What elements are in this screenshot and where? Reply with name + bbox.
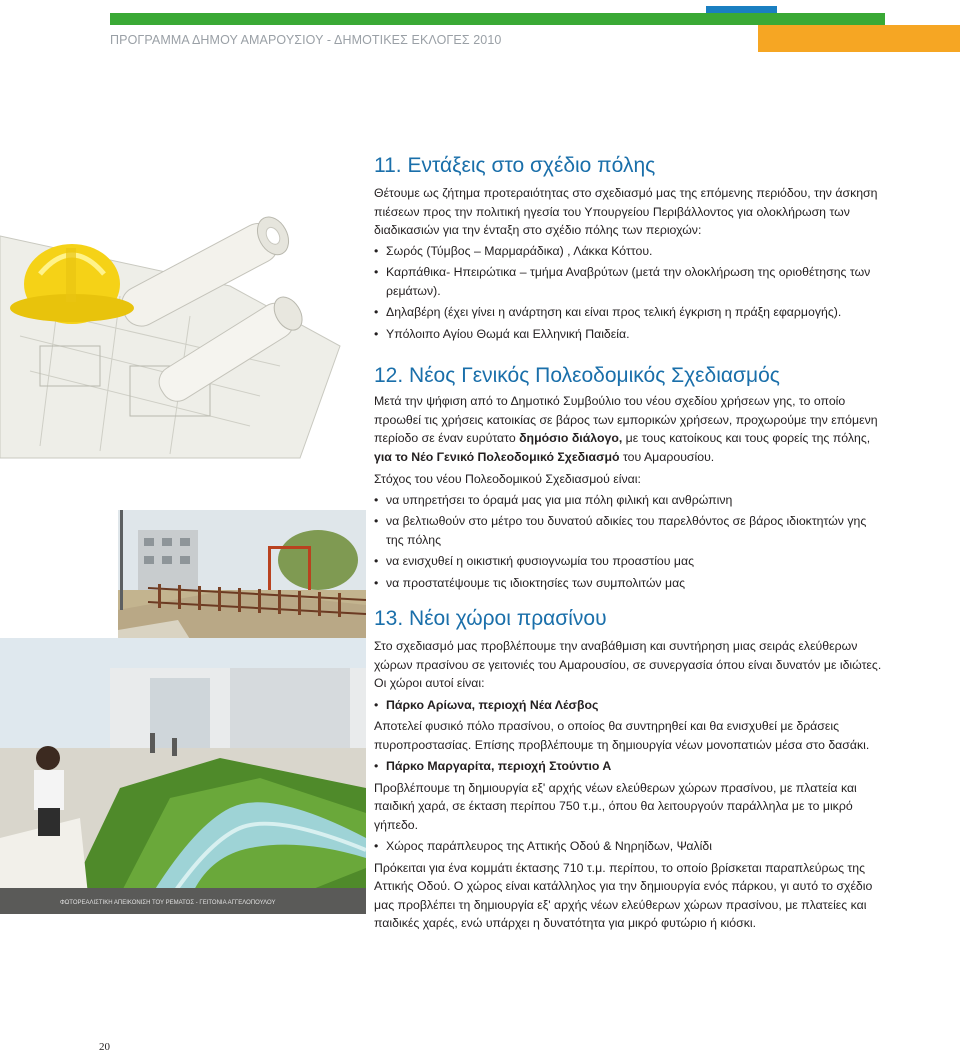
render-caption: ΦΩΤΟΡΕΑΛΙΣΤΙΚΗ ΑΠΕΙΚΟΝΙΣΗ ΤΟΥ ΡΕΜΑΤΟΣ - ΓΕΙΤΟΝΙΑ ΑΓΓΕΛΟΠΟΥΛΟΥ [60,900,276,906]
section-13-title: 13. Νέοι χώροι πρασίνου [374,607,607,630]
list-item: • Δηλαβέρη (έχει γίνει η ανάρτηση και είναι προς τελική έγκριση η πράξη εφαρμογής). [374,303,884,322]
section-11-list [374,242,884,344]
section-11-body [374,184,884,346]
section-13-body [374,637,884,933]
section-11-intro: Θέτουμε ως ζήτημα προτεραιότητας στο σχεδιασμό μας της επόμενης περιόδου, την άσκηση πιέσεων προς την πολιτική ηγεσία του Υπουργείου Περιβάλλοντος για ολοκλήρωση των διαδικασιών για την ένταξη στο σχέδιο πόλης των περιοχών: [374,186,878,237]
list-item: • να προστατέψουμε τις ιδιοκτησίες των συμπολιτών μας [374,574,884,593]
section-12-paragraph [374,392,884,466]
page-number: 20 [99,1041,110,1051]
section-12-list [374,491,884,593]
blueprint-helmet-image [0,196,366,460]
list-item: • Σωρός (Τύμβος – Μαρμαράδικα) , Λάκκα Κόττου. [374,242,884,261]
psalidi-text: Πρόκειται για ένα κομμάτι έκτασης 710 τ.μ. περίπου, το οποίο βρίσκεται παραπλεύρως της Αττικής Οδού. Ο χώρος είναι κατάλληλος για την δημιουργία ενός πάρκου, γι αυτό το σχέδιο μας προβλέπει τη δημιουργία εξ' αρχής νέων ελεύθερων χώρων πρασίνου, με πλατείες και παιδικές χαρές, ενώ υπάρχει η δυνατότητα για μικρό φυτώριο ή κιόσκι. [374,860,873,930]
list-item: • να ενισχυθεί η οικιστική φυσιογνωμία του προαστίου μας [374,552,884,571]
park-margarita-heading: Πάρκο Μαργαρίτα, περιοχή Στούντιο Α [386,759,612,773]
header-orange-bar [758,25,960,52]
list-item: • να υπηρετήσει το όραμά μας για μια πόλη φιλική και ανθρώπινη [374,491,884,510]
text-span: του Αμαρουσίου. [619,449,715,464]
list-item: • να βελτιωθούν στο μέτρο του δυνατού αδικίες του παρελθόντος σε βάρος ιδιοκτητών γης της πόλης [374,512,884,549]
section-13-item-3 [374,837,884,856]
park-arion-heading: Πάρκο Αρίωνα, περιοχή Νέα Λέσβος [386,697,599,712]
bold-text: για το Νέο Γενικό Πολεοδομικό Σχεδιασμό [374,449,620,464]
section-13-intro: Στο σχεδιασμό μας προβλέπουμε την αναβάθμιση και συντήρηση μιας σειράς ελεύθερων χώρων πρασίνου σε γειτονιές του Αμαρουσίου, σε συνεργασία όπου είναι δυνατόν με ιδιώτες. Οι χώροι αυτοί είναι: [374,639,882,690]
section-12-body [374,392,884,592]
park-margarita-text: Προβλέπουμε τη δημιουργία εξ' αρχής νέων ελεύθερων χώρων πρασίνου, με πλατεία και παιδική χαρά, σε έκταση περίπου 750 τ.μ., όπου θα λειτουργούν παράλληλα με το μικρό γήπεδο. [374,780,857,832]
header-green-bar [110,13,885,25]
section-12-goal-intro: Στόχος του νέου Πολεοδομικού Σχεδιασμού είναι: [374,472,641,486]
list-item: • Καρπάθικα- Ηπειρώτικα – τμήμα Αναβρύτων (μετά την ολοκλήρωση της οριοθέτησης των ρεμάτων). [374,263,884,300]
bold-text: δημόσιο διάλογο, [519,431,623,445]
section-13-item-2 [374,757,884,776]
section-12-title: 12. Νέος Γενικός Πολεοδομικός Σχεδιασμός [374,364,780,387]
header-blue-bar [706,6,777,13]
header-title: ΠΡΟΓΡΑΜΜΑ ΔΗΜΟΥ ΑΜΑΡΟΥΣΙΟΥ - ΔΗΜΟΤΙΚΕΣ ΕΚΛΟΓΕΣ 2010 [110,33,502,47]
park-arion-text: Αποτελεί φυσικό πόλο πρασίνου, ο οποίος θα συντηρηθεί και θα ενισχυθεί με δράσεις πυροπροστασίας. Επίσης προβλέπουμε τη δημιουργία νέων μονοπατιών μέσα στο δασάκι. [374,719,870,752]
text-span: Μετά την ψήφιση από το Δημοτικό Συμβούλιο του νέου σχεδίου χρήσεων γης, το οποίο προωθεί τις χρήσεις κατοικίας σε βάρος των εμπορικών χρήσεων, προχωρούμε την επόμενη περίοδο σε έναν ευρύτατο [374,394,878,445]
text-span: με τους κατοίκους και τους φορείς της πόλης, [622,431,871,445]
stream-render-image [0,638,366,914]
psalidi-heading: • Χώρος παράπλευρος της Αττικής Οδού & Νηρηίδων, Ψαλίδι [374,837,884,856]
section-11-title: 11. Εντάξεις στο σχέδιο πόλης [374,154,656,177]
list-item: • Υπόλοιπο Αγίου Θωμά και Ελληνική Παιδεία. [374,325,884,344]
section-13-item-1 [374,696,884,715]
